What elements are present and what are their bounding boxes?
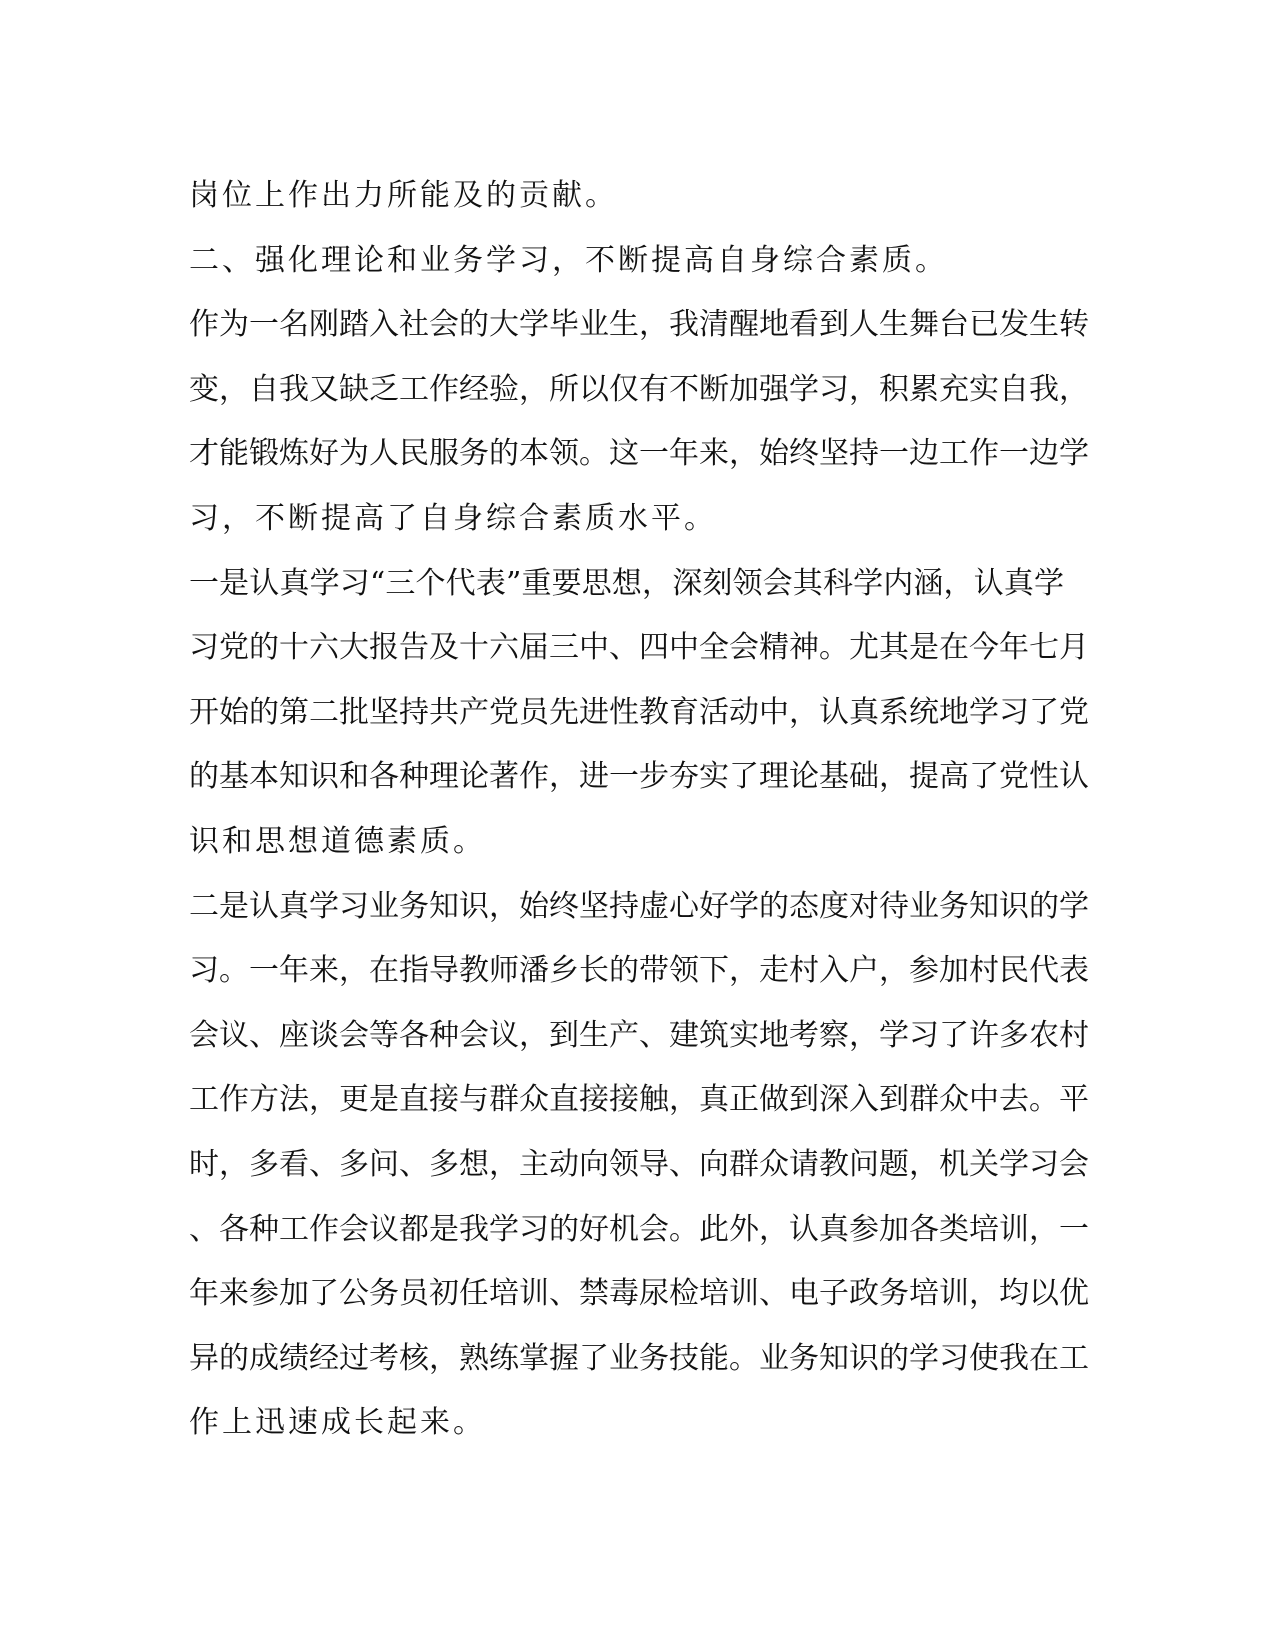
section-heading: 二、强化理论和业务学习，不断提高自身综合素质。 (189, 242, 948, 278)
text-line: 变，自我又缺乏工作经验，所以仅有不断加强学习，积累充实自我， (189, 371, 1089, 407)
text-line: 会议、座谈会等各种会议，到生产、建筑实地考察，学习了许多农村 (189, 1017, 1089, 1053)
text-line: 识和思想道德素质。 (189, 823, 486, 859)
text-line: 习党的十六大报告及十六届三中、四中全会精神。尤其是在今年七月 (189, 630, 1089, 666)
text-line: 时，多看、多问、多想，主动向领导、向群众请教问题，机关学习会 (189, 1146, 1089, 1182)
text-line: 岗位上作出力所能及的贡献。 (189, 178, 618, 213)
text-line: 才能锻炼好为人民服务的本领。这一年来，始终坚持一边工作一边学 (189, 436, 1089, 472)
text-line: 的基本知识和各种理论著作，进一步夯实了理论基础，提高了党性认 (189, 759, 1089, 795)
text-line: 开始的第二批坚持共产党员先进性教育活动中，认真系统地学习了党 (189, 694, 1089, 730)
body-text (189, 164, 1089, 1456)
text-line: 异的成绩经过考核，熟练掌握了业务技能。业务知识的学习使我在工 (189, 1340, 1089, 1376)
text-line: 年来参加了公务员初任培训、禁毒尿检培训、电子政务培训，均以优 (189, 1276, 1089, 1312)
text-line: 、各种工作会议都是我学习的好机会。此外，认真参加各类培训，一 (189, 1211, 1089, 1247)
text-line: 工作方法，更是直接与群众直接接触，真正做到深入到群众中去。平 (189, 1082, 1089, 1118)
text-line: 习，不断提高了自身综合素质水平。 (189, 500, 717, 536)
text-line: 作为一名刚踏入社会的大学毕业生，我清醒地看到人生舞台已发生转 (189, 307, 1089, 343)
text-line: 一是认真学习“三个代表”重要思想，深刻领会其科学内涵，认真学 (189, 565, 1064, 601)
text-line: 作上迅速成长起来。 (189, 1405, 486, 1441)
text-line: 习。一年来，在指导教师潘乡长的带领下，走村入户，参加村民代表 (189, 953, 1089, 989)
text-line: 二是认真学习业务知识，始终坚持虚心好学的态度对待业务知识的学 (189, 888, 1089, 924)
